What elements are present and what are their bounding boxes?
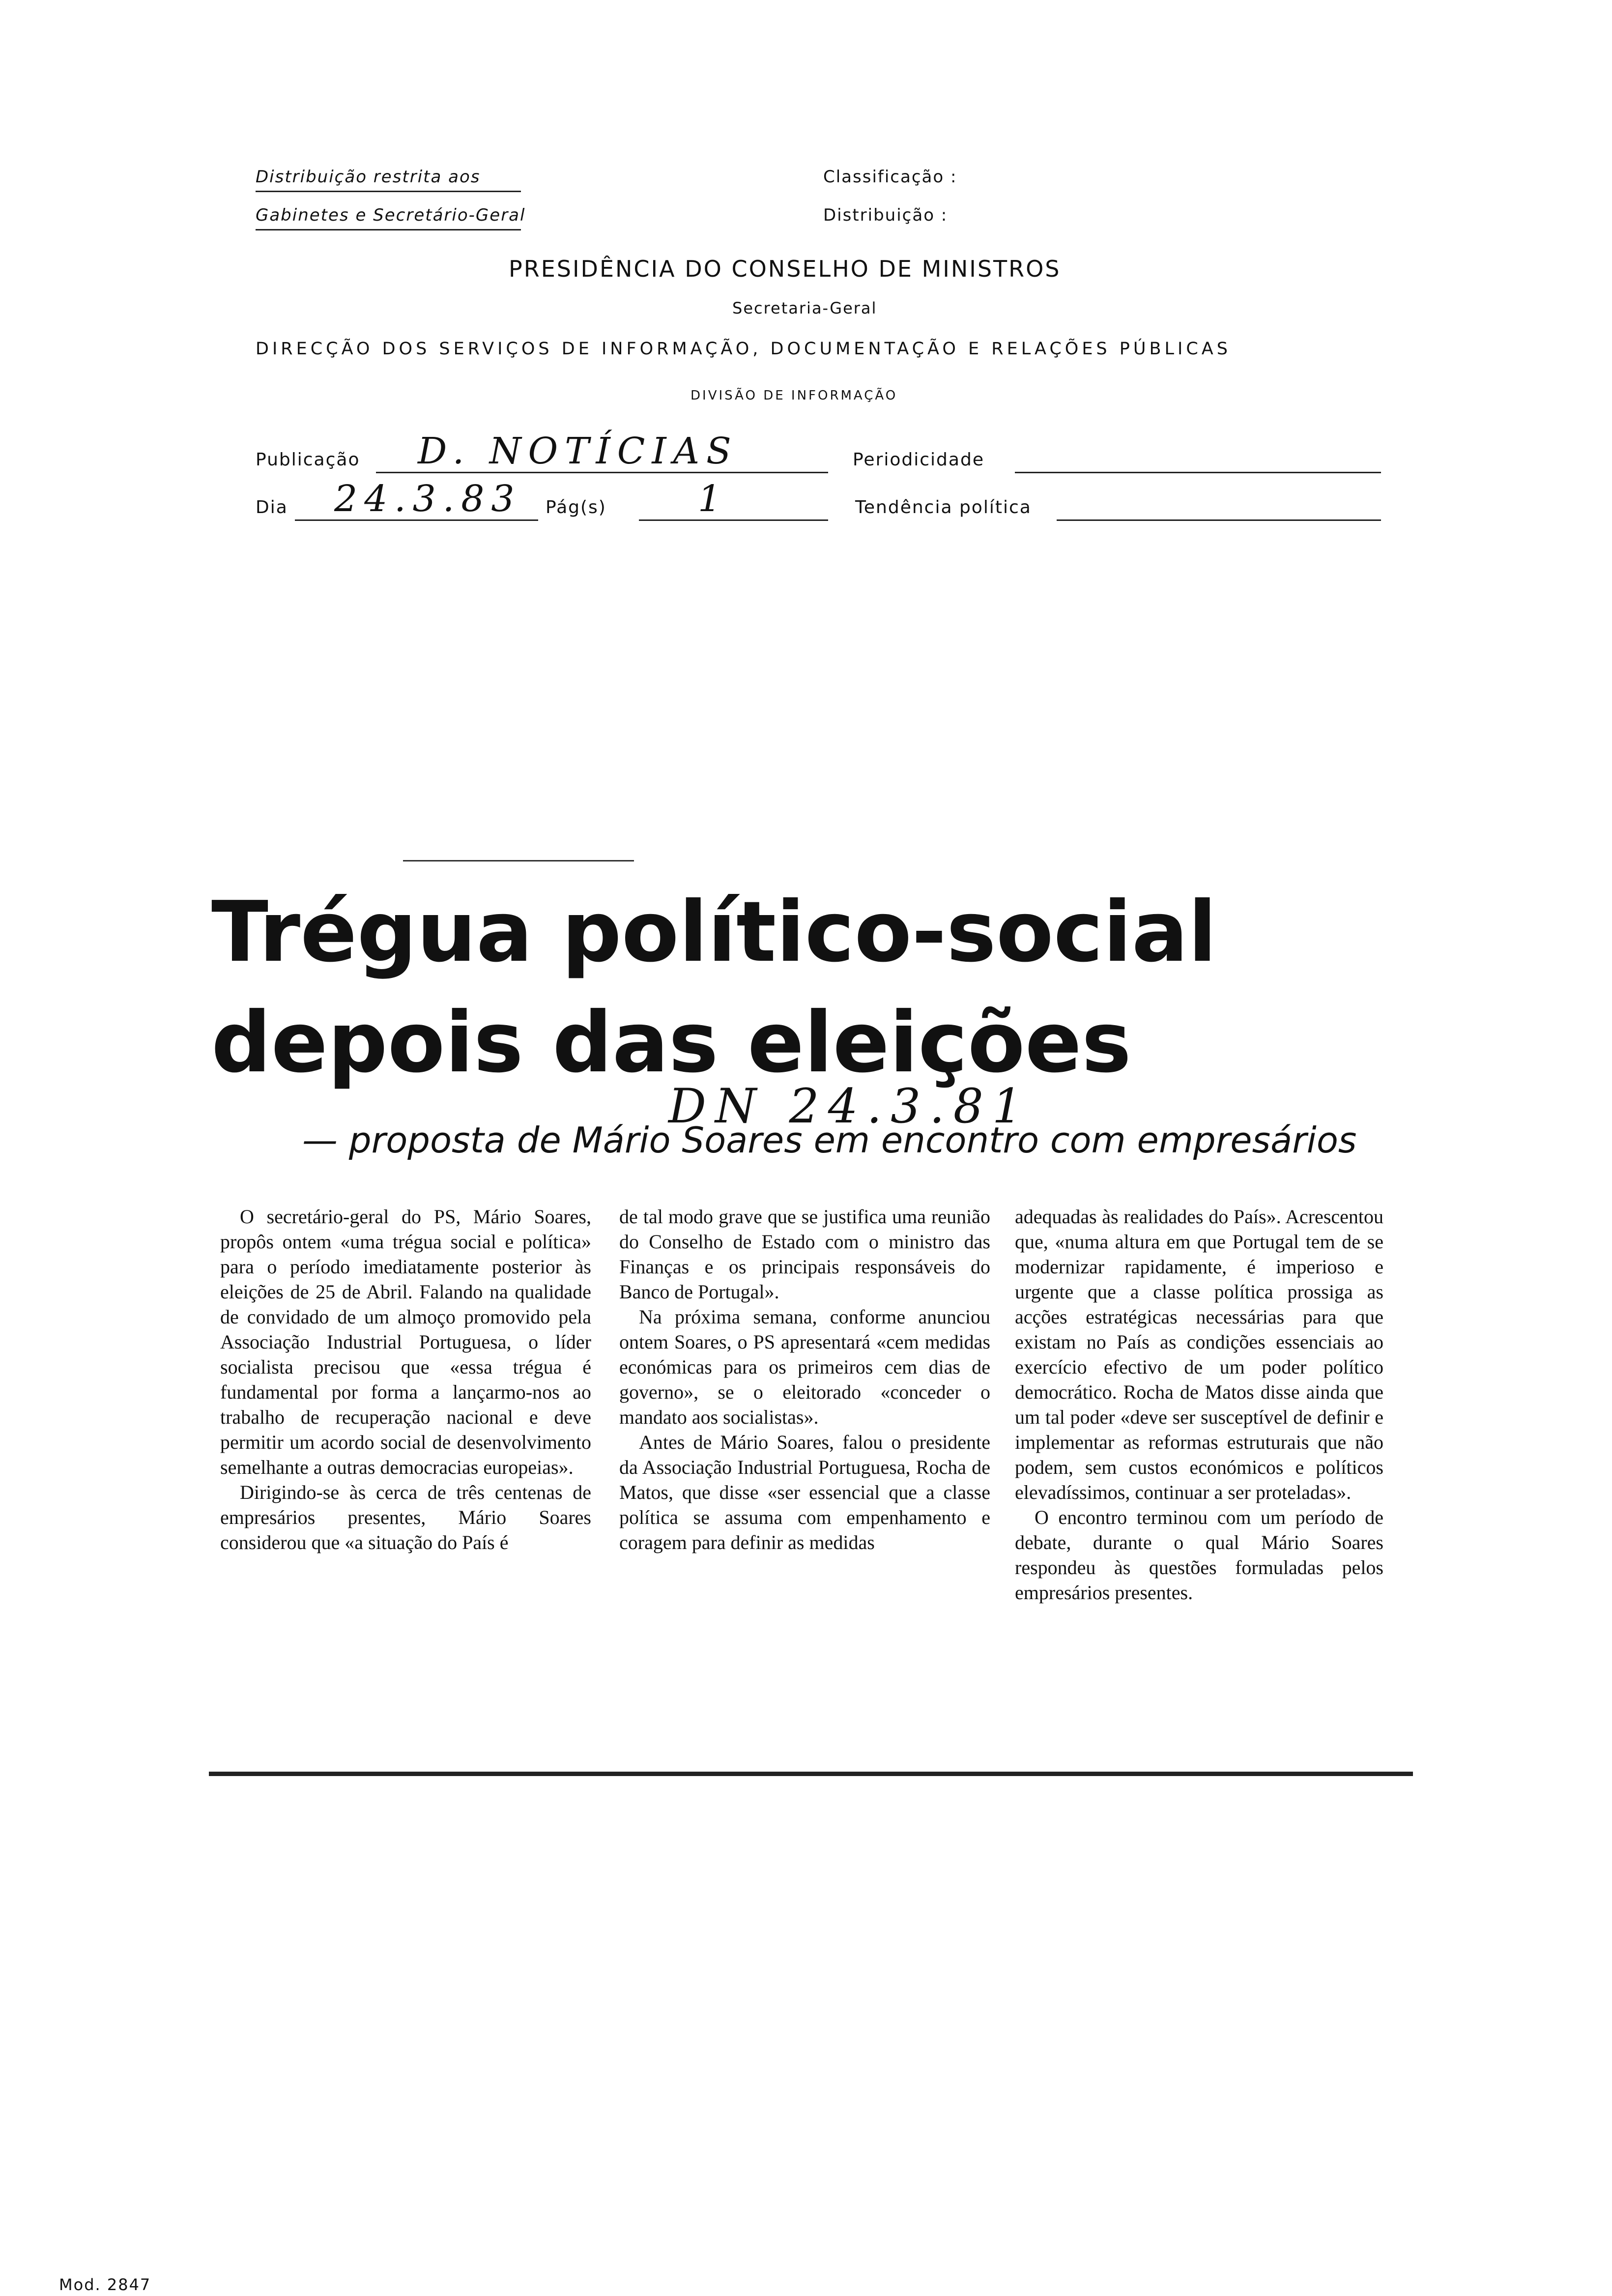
distribution-line-1: Distribuição restrita aos — [256, 167, 481, 187]
dia-label: Dia — [256, 497, 288, 517]
publicacao-value: D. NOTÍCIAS — [418, 430, 738, 472]
article-bottom-rule — [209, 1772, 1413, 1776]
paragraph: Dirigindo-se às cerca de três centenas de empresários presentes, Mário Soares considerou que «a situação do País é — [220, 1481, 591, 1553]
form-code: Mod. 2847 — [59, 2275, 151, 2294]
paragraph: adequadas às realidades do País». Acrescentou que, «numa altura em que Portugal tem de se modernizar rapidamente, é imperioso e urgente que a classe política prossiga as acções estratégicas necessárias para que existam no País as condições essenciais ao exercício efectivo de um poder político democrático. Rocha de Matos disse ainda que um tal poder «deve ser susceptível de definir e implementar as reformas estruturais que não podem, sem custos económicos e políticos elevadíssimos, continuar a ser proteladas». — [1015, 1205, 1383, 1503]
periodicidade-field-line — [1015, 472, 1381, 473]
direccao-servicos: DIRECÇÃO DOS SERVIÇOS DE INFORMAÇÃO, DOCUMENTAÇÃO E RELAÇÕES PÚBLICAS — [256, 339, 1231, 359]
pags-field-line — [639, 519, 828, 521]
classificacao-label: Classificação : — [823, 167, 957, 187]
dia-value: 24.3.83 — [334, 478, 521, 520]
paragraph: de tal modo grave que se justifica uma reunião do Conselho de Estado com o ministro das Finanças e os principais responsáveis do Banco de Portugal». — [619, 1205, 990, 1303]
distribution-line-2: Gabinetes e Secretário-Geral — [256, 205, 526, 225]
article-column-3 — [1015, 1204, 1383, 1605]
tendencia-field-line — [1057, 519, 1381, 521]
paragraph: O encontro terminou com um período de debate, durante o qual Mário Soares respondeu às questões formuladas pelos empresários presentes. — [1015, 1506, 1383, 1604]
publicacao-label: Publicação — [256, 450, 360, 470]
pags-value: 1 — [698, 478, 728, 520]
headline — [211, 877, 1217, 1098]
divisao-informacao: DIVISÃO DE INFORMAÇÃO — [691, 388, 898, 403]
article-column-2 — [619, 1204, 990, 1555]
secretaria-geral: Secretaria-Geral — [732, 299, 877, 317]
distribution-underline-1 — [256, 191, 521, 192]
tendencia-label: Tendência política — [855, 497, 1032, 517]
periodicidade-label: Periodicidade — [853, 450, 984, 470]
article-column-1 — [220, 1204, 591, 1555]
handwritten-note: DN 24.3.81 — [668, 1079, 1031, 1134]
paragraph: Antes de Mário Soares, falou o presidente da Associação Industrial Portuguesa, Rocha de Matos, que disse «ser essencial que a classe política se assuma com empenhamento e coragem para definir as medidas — [619, 1431, 990, 1553]
distribution-underline-2 — [256, 229, 521, 230]
headline-line-2: depois das eleições — [211, 994, 1132, 1091]
distribuicao-label: Distribuição : — [823, 205, 948, 225]
org-title: PRESIDÊNCIA DO CONSELHO DE MINISTROS — [509, 256, 1061, 282]
paragraph: Na próxima semana, conforme anunciou ontem Soares, o PS apresentará «cem medidas económicas para os primeiros cem dias de governo», se o eleitorado «conceder o mandato aos socialistas». — [619, 1306, 990, 1428]
headline-line-1: Trégua político-social — [211, 884, 1217, 981]
article-top-rule — [403, 860, 634, 861]
paragraph: O secretário-geral do PS, Mário Soares, propôs ontem «uma trégua social e política» para o período imediatamente posterior às eleições de 25 de Abril. Falando na qualidade de convidado de um almoço promovido pela Associação Industrial Portuguesa, o líder socialista precisou que «essa trégua é fundamental por forma a lançarmo-nos ao trabalho de recuperação nacional e deve permitir um acordo social de desenvolvimento semelhante a outras democracias europeias». — [220, 1205, 591, 1478]
pags-label: Pág(s) — [546, 497, 606, 517]
subhead: — proposta de Mário Soares em encontro com empresários — [302, 1119, 1357, 1161]
